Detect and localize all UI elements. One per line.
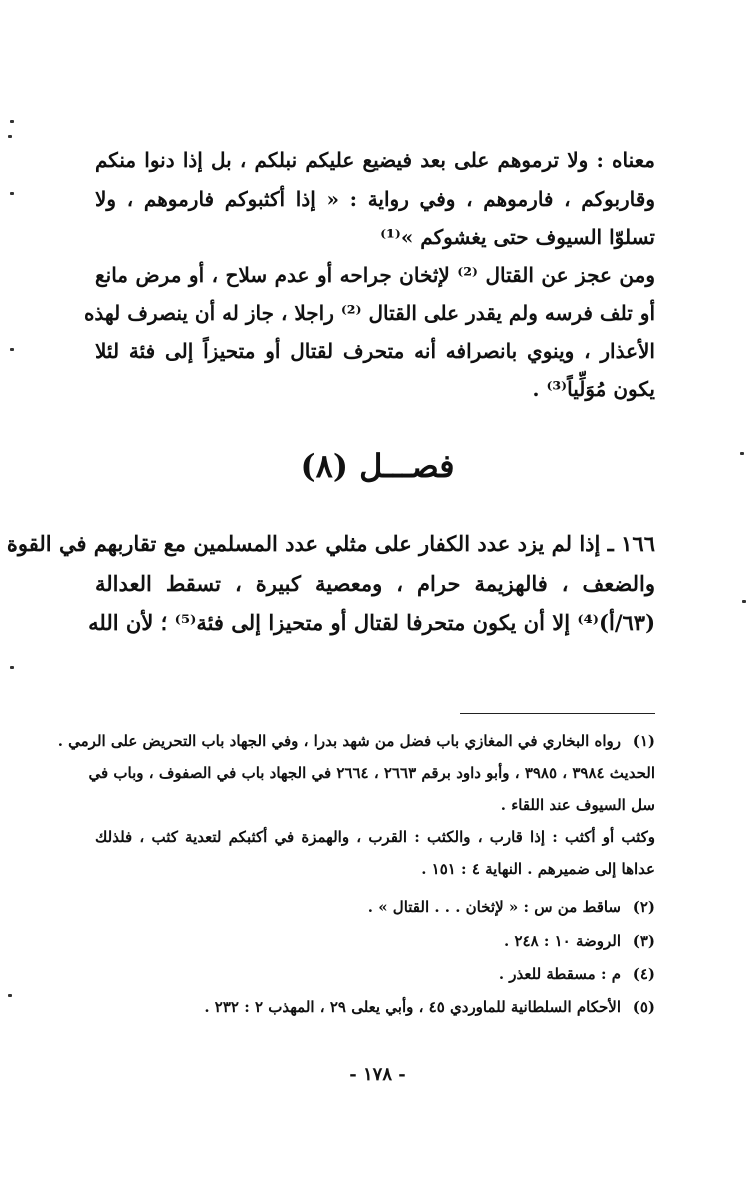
body-line: الأعذار ، وينوي بانصرافه أنه متحرف لقتال أو متحيزاً إلى فئة لئلا [95, 339, 655, 363]
footnote-line [95, 963, 655, 985]
body-line: وقاربوكم ، فارموهم ، وفي رواية : « إذا أكثبوكم فارموهم ، ولا [95, 187, 655, 211]
body-line: ومن عجز عن القتال ⁽²⁾ لإثخان جراحه أو عدم سلاح ، أو مرض مانع [95, 263, 656, 287]
footnote-number: (٣) [632, 932, 655, 950]
footnote-line [95, 996, 655, 1018]
footnote-number: (٢) [632, 898, 655, 916]
footnote-line [95, 896, 655, 918]
footnote-line: عداها إلى ضميرهم . النهاية ٤ : ١٥١ . [421, 860, 655, 878]
footnote-text: الروضة ١٠ : ٢٤٨ . [504, 932, 621, 950]
footnote-text: م : مسقطة للعذر . [498, 965, 621, 983]
numbered-paragraph-line: (٦٣/أ)⁽⁴⁾ إلا أن يكون متحرفا لقتال أو متحيزا إلى فئة⁽⁵⁾ ؛ لأن الله [88, 610, 655, 635]
footnote-separator [460, 713, 655, 714]
footnote-line: وكثب أو أكثب : إذا قارب ، والكثب : القرب ، والهمزة في أكثبكم لتعدية كثب ، فلذلك [95, 828, 655, 846]
footnote-number: (١) [632, 732, 655, 750]
footnote-line [57, 730, 655, 752]
footnote-line: سل السيوف عند اللقاء . [500, 796, 655, 814]
footnote-text: رواه البخاري في المغازي باب فضل من شهد بدرا ، وفي الجهاد باب التحريض على الرمي . [57, 732, 621, 750]
footnote-number: (٤) [632, 965, 655, 983]
margin-mark [8, 135, 12, 138]
footnote-number: (٥) [632, 998, 655, 1016]
margin-mark [10, 666, 14, 669]
page-number: - ١٧٨ - [349, 1064, 406, 1085]
section-heading: فصـــل (٨) [300, 447, 455, 485]
body-line: تسلوّا السيوف حتى يغشوكم »⁽¹⁾ [380, 225, 655, 249]
margin-mark [742, 600, 746, 603]
numbered-paragraph-line: ١٦٦ ـ إذا لم يزد عدد الكفار على مثلي عدد المسلمين مع تقاربهم في القوة [6, 531, 655, 556]
body-line: معناه : ولا ترموهم على بعد فيضيع عليكم نبلكم ، بل إذا دنوا منكم [95, 148, 655, 172]
margin-mark [10, 348, 14, 351]
footnote-text: ساقط من س : « لإثخان . . . القتال » . [367, 898, 621, 916]
footnote-line: الحديث ٣٩٨٤ ، ٣٩٨٥ ، وأبو داود برقم ٢٦٦٣ ، ٢٦٦٤ في الجهاد باب في الصفوف ، وباب في [88, 764, 655, 782]
numbered-paragraph-line: والضعف ، فالهزيمة حرام ، ومعصية كبيرة ، تسقط العدالة [95, 571, 655, 596]
margin-mark [10, 192, 14, 195]
body-line: يكون مُوَلِّياً⁽³⁾ . [532, 377, 655, 401]
footnote-text: الأحكام السلطانية للماوردي ٤٥ ، وأبي يعلى ٢٩ ، المهذب ٢ : ٢٣٢ . [204, 998, 621, 1016]
margin-mark [8, 994, 12, 997]
footnote-line [95, 930, 655, 952]
margin-mark [10, 120, 14, 123]
body-line: أو تلف فرسه ولم يقدر على القتال ⁽²⁾ راجلا ، جاز له أن ينصرف لهذه [83, 301, 655, 325]
